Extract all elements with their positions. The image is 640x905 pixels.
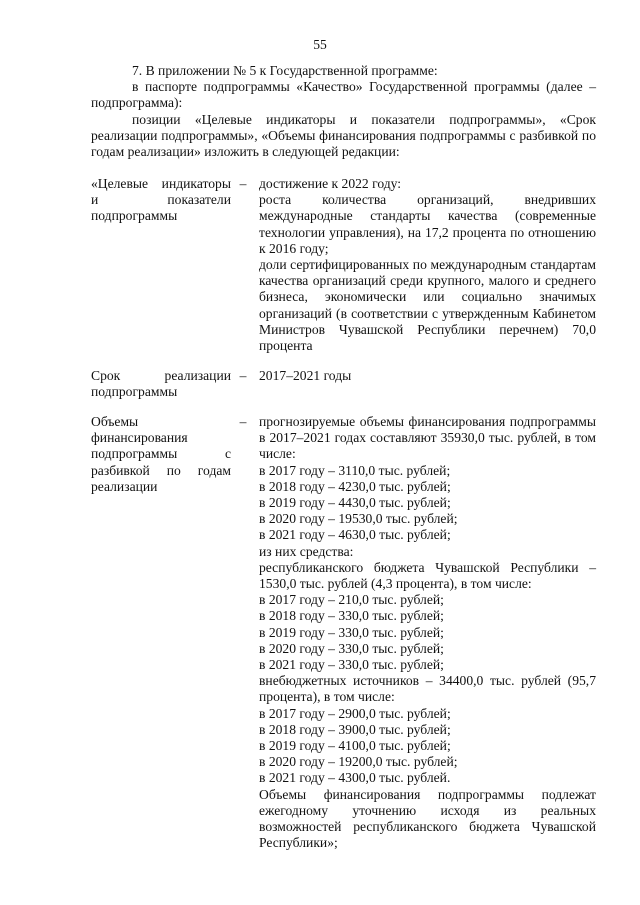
value-line: из них средства: [259, 543, 354, 559]
value-line: в 2019 году – 4100,0 тыс. рублей; [259, 738, 451, 754]
intro-paragraph-1: 7. В приложении № 5 к Государственной программе: [132, 63, 438, 78]
value-line: прогнозируемые объемы финансирования подпрограммы в 2017–2021 годах составляют 35930,0 тыс. рублей, в том числе: [259, 414, 596, 462]
value-line: внебюджетных источников – 34400,0 тыс. рублей (95,7 процента), в том числе: [259, 673, 596, 705]
value-line: в 2018 году – 4230,0 тыс. рублей; [259, 478, 451, 494]
row-label-indicators: «Целевые индикаторы и показатели подпрограммы [91, 176, 231, 224]
value-line: в 2020 году – 19530,0 тыс. рублей; [259, 511, 458, 527]
row-value-term [259, 368, 596, 384]
value-line: роста количества организаций, внедривших международные стандарты качества (современные технологии управления), на 17,2 процента по отношению к 2016 году; [259, 192, 596, 256]
value-line: в 2017 году – 3110,0 тыс. рублей; [259, 462, 451, 478]
value-line: республиканского бюджета Чувашской Республики – 1530,0 тыс. рублей (4,3 процента), в том числе: [259, 559, 596, 592]
value-line: в 2021 году – 4630,0 тыс. рублей; [259, 527, 451, 543]
row-value-funding [259, 414, 596, 851]
value-line: 2017–2021 годы [259, 368, 352, 383]
value-line: в 2017 году – 210,0 тыс. рублей; [259, 592, 444, 608]
value-line: в 2019 году – 330,0 тыс. рублей; [259, 624, 444, 640]
page-number: 55 [313, 37, 327, 52]
intro-paragraph-3: позиции «Целевые индикаторы и показатели подпрограммы», «Срок реализации подпрограммы», «Объемы финансирования подпрограммы с разбивкой по годам реализации» изложить в следующей редакции: [91, 111, 596, 160]
value-line: в 2019 году – 4430,0 тыс. рублей; [259, 495, 451, 511]
value-line: в 2020 году – 330,0 тыс. рублей; [259, 640, 444, 656]
intro-paragraph-2: в паспорте подпрограммы «Качество» Государственной программы (далее – подпрограмма): [91, 79, 596, 111]
row-label-term: Срок реализации подпрограммы [91, 368, 231, 400]
value-line: доли сертифицированных по международным стандартам качества организаций среди крупного, малого и среднего бизнеса, экономически или социально значимых организаций (в соответствии с утвержденным Кабинетом Министров Чувашской Республики перечнем) 70,0 процента [259, 257, 596, 354]
row-value-indicators [259, 176, 596, 354]
value-line: в 2017 году – 2900,0 тыс. рублей; [259, 705, 451, 721]
value-line: достижение к 2022 году: [259, 176, 402, 191]
value-line: в 2018 году – 330,0 тыс. рублей; [259, 608, 444, 624]
value-line: в 2020 году – 19200,0 тыс. рублей; [259, 754, 458, 770]
row-dash: – [239, 176, 247, 191]
row-dash: – [239, 414, 247, 429]
value-line: в 2018 году – 3900,0 тыс. рублей; [259, 721, 451, 737]
row-label-funding: Объемы финансирования подпрограммы с разбивкой по годам реализации [91, 414, 231, 494]
intro-text [91, 63, 596, 160]
value-line: в 2021 году – 4300,0 тыс. рублей. [259, 770, 451, 786]
value-line: Объемы финансирования подпрограммы подлежат ежегодному уточнению исходя из реальных возможностей республиканского бюджета Чувашской Республики»; [259, 786, 596, 851]
value-line: в 2021 году – 330,0 тыс. рублей; [259, 657, 444, 673]
row-dash: – [239, 368, 247, 383]
